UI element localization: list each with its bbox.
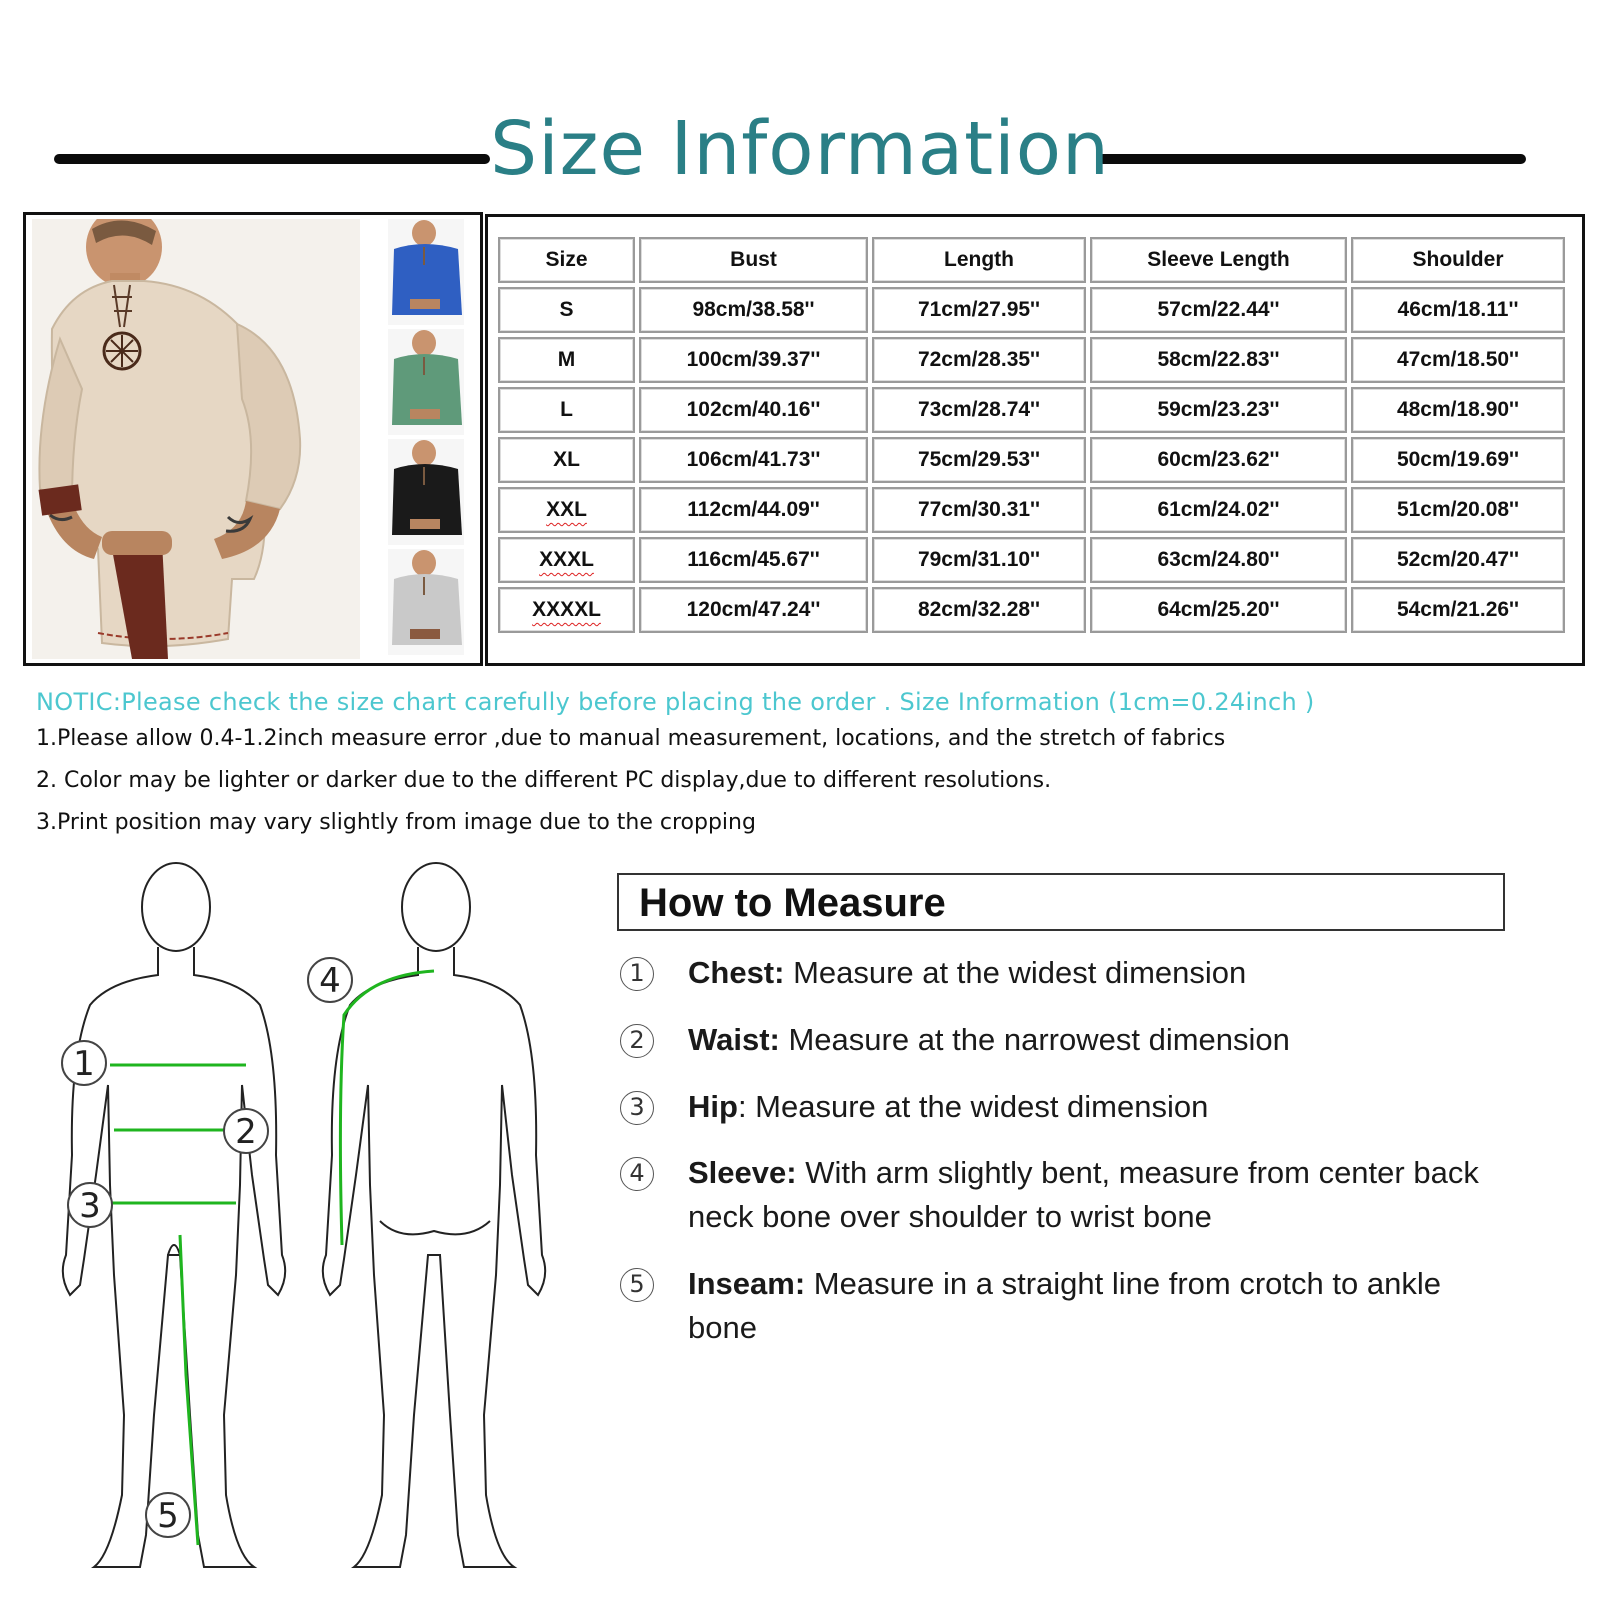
- length-cell: 82cm/32.28'': [872, 587, 1086, 633]
- length-cell: 77cm/30.31'': [872, 487, 1086, 533]
- note-1: 1.Please allow 0.4-1.2inch measure error ,due to manual measurement, locations, and the stretch of fabrics: [36, 726, 1226, 751]
- length-cell: 72cm/28.35'': [872, 337, 1086, 383]
- size-cell: [498, 587, 635, 633]
- marker-3: [68, 1183, 112, 1227]
- size-table: [494, 233, 1569, 637]
- marker-4-label: 4: [319, 961, 341, 1001]
- length-cell: 79cm/31.10'': [872, 537, 1086, 583]
- step-number: 4: [620, 1157, 654, 1191]
- marker-1: [62, 1041, 106, 1085]
- marker-4: [308, 958, 352, 1002]
- bust-cell: 98cm/38.58'': [639, 287, 868, 333]
- shoulder-cell: 48cm/18.90'': [1351, 387, 1565, 433]
- step-detail: Measure in a straight line from crotch to ankle bone: [688, 1266, 1441, 1345]
- sleeve-length-cell: 64cm/25.20'': [1090, 587, 1347, 633]
- note-2: 2. Color may be lighter or darker due to the different PC display,due to different resolutions.: [36, 768, 1052, 793]
- table-header-row: [498, 237, 1565, 283]
- step-number: 5: [620, 1268, 654, 1302]
- step-number: 3: [620, 1091, 654, 1125]
- size-label: XXXXL: [532, 598, 601, 621]
- table-row: [498, 487, 1565, 533]
- thumbnail-black: [388, 439, 464, 545]
- length-cell: 73cm/28.74'': [872, 387, 1086, 433]
- back-figure: [323, 863, 545, 1567]
- sleeve-length-cell: 59cm/23.23'': [1090, 387, 1347, 433]
- table-row: [498, 337, 1565, 383]
- step-description: [688, 1262, 1518, 1350]
- sleeve-length-cell: 58cm/22.83'': [1090, 337, 1347, 383]
- how-to-measure-title: How to Measure: [639, 881, 946, 925]
- size-cell: [498, 537, 635, 583]
- marker-2: [224, 1109, 268, 1153]
- shoulder-cell: 50cm/19.69'': [1351, 437, 1565, 483]
- step-description: [688, 1151, 1518, 1239]
- bust-cell: 116cm/45.67'': [639, 537, 868, 583]
- step-description: [688, 1018, 1518, 1062]
- step-term: Waist:: [688, 1022, 780, 1057]
- length-cell: 75cm/29.53'': [872, 437, 1086, 483]
- marker-3-label: 3: [79, 1186, 101, 1226]
- step-detail: With arm slightly bent, measure from center back neck bone over shoulder to wrist bone: [688, 1155, 1479, 1234]
- table-row: [498, 437, 1565, 483]
- sleeve-length-cell: 63cm/24.80'': [1090, 537, 1347, 583]
- size-cell: [498, 487, 635, 533]
- column-header-sleeve-length: Sleeve Length: [1090, 237, 1347, 283]
- step-number: 1: [620, 957, 654, 991]
- note-3: 3.Print position may vary slightly from image due to the cropping: [36, 810, 756, 835]
- thumbnail-blue: [388, 219, 464, 325]
- bust-cell: 102cm/40.16'': [639, 387, 868, 433]
- column-header-length: Length: [872, 237, 1086, 283]
- shoulder-cell: 52cm/20.47'': [1351, 537, 1565, 583]
- column-header-bust: Bust: [639, 237, 868, 283]
- marker-2-label: 2: [235, 1112, 257, 1152]
- measurement-figures: [50, 855, 570, 1595]
- table-row: [498, 537, 1565, 583]
- step-description: [688, 951, 1518, 995]
- shoulder-cell: 54cm/21.26'': [1351, 587, 1565, 633]
- step-detail: Measure at the widest dimension: [784, 955, 1247, 990]
- shoulder-cell: 47cm/18.50'': [1351, 337, 1565, 383]
- size-cell: L: [498, 387, 635, 433]
- table-row: [498, 287, 1565, 333]
- sleeve-length-cell: 61cm/24.02'': [1090, 487, 1347, 533]
- thumbnail-grey: [388, 549, 464, 655]
- bust-cell: 112cm/44.09'': [639, 487, 868, 533]
- step-term: Inseam:: [688, 1266, 806, 1301]
- sleeve-length-cell: 60cm/23.62'': [1090, 437, 1347, 483]
- step-detail: Measure at the narrowest dimension: [779, 1022, 1290, 1057]
- bust-cell: 120cm/47.24'': [639, 587, 868, 633]
- step-description: [688, 1085, 1518, 1129]
- size-cell: M: [498, 337, 635, 383]
- size-table-frame: [485, 214, 1585, 666]
- product-photo-panel: [23, 212, 483, 666]
- step-term: Sleeve:: [688, 1155, 797, 1190]
- step-detail: : Measure at the widest dimension: [737, 1089, 1209, 1124]
- table-row: [498, 587, 1565, 633]
- size-label: XXL: [546, 498, 587, 521]
- main-product-photo: [32, 219, 360, 659]
- size-cell: XL: [498, 437, 635, 483]
- step-term: Hip: [688, 1089, 738, 1124]
- bust-cell: 106cm/41.73'': [639, 437, 868, 483]
- step-number: 2: [620, 1024, 654, 1058]
- length-cell: 71cm/27.95'': [872, 287, 1086, 333]
- marker-1-label: 1: [73, 1044, 95, 1084]
- page-title: Size Information: [490, 106, 1110, 192]
- notice-text: NOTIC:Please check the size chart carefully before placing the order . Size Information (1cm=0.24inch ): [36, 688, 1315, 716]
- table-row: [498, 387, 1565, 433]
- marker-5-label: 5: [157, 1496, 179, 1536]
- bust-cell: 100cm/39.37'': [639, 337, 868, 383]
- sleeve-line: [340, 971, 434, 1245]
- column-header-shoulder: Shoulder: [1351, 237, 1565, 283]
- marker-5: [146, 1493, 190, 1537]
- size-cell: S: [498, 287, 635, 333]
- shoulder-cell: 51cm/20.08'': [1351, 487, 1565, 533]
- how-to-measure-box: [617, 873, 1505, 931]
- sleeve-length-cell: 57cm/22.44'': [1090, 287, 1347, 333]
- size-label: XXXL: [539, 548, 594, 571]
- shoulder-cell: 46cm/18.11'': [1351, 287, 1565, 333]
- column-header-size: Size: [498, 237, 635, 283]
- step-term: Chest:: [688, 955, 785, 990]
- thumbnail-green: [388, 329, 464, 435]
